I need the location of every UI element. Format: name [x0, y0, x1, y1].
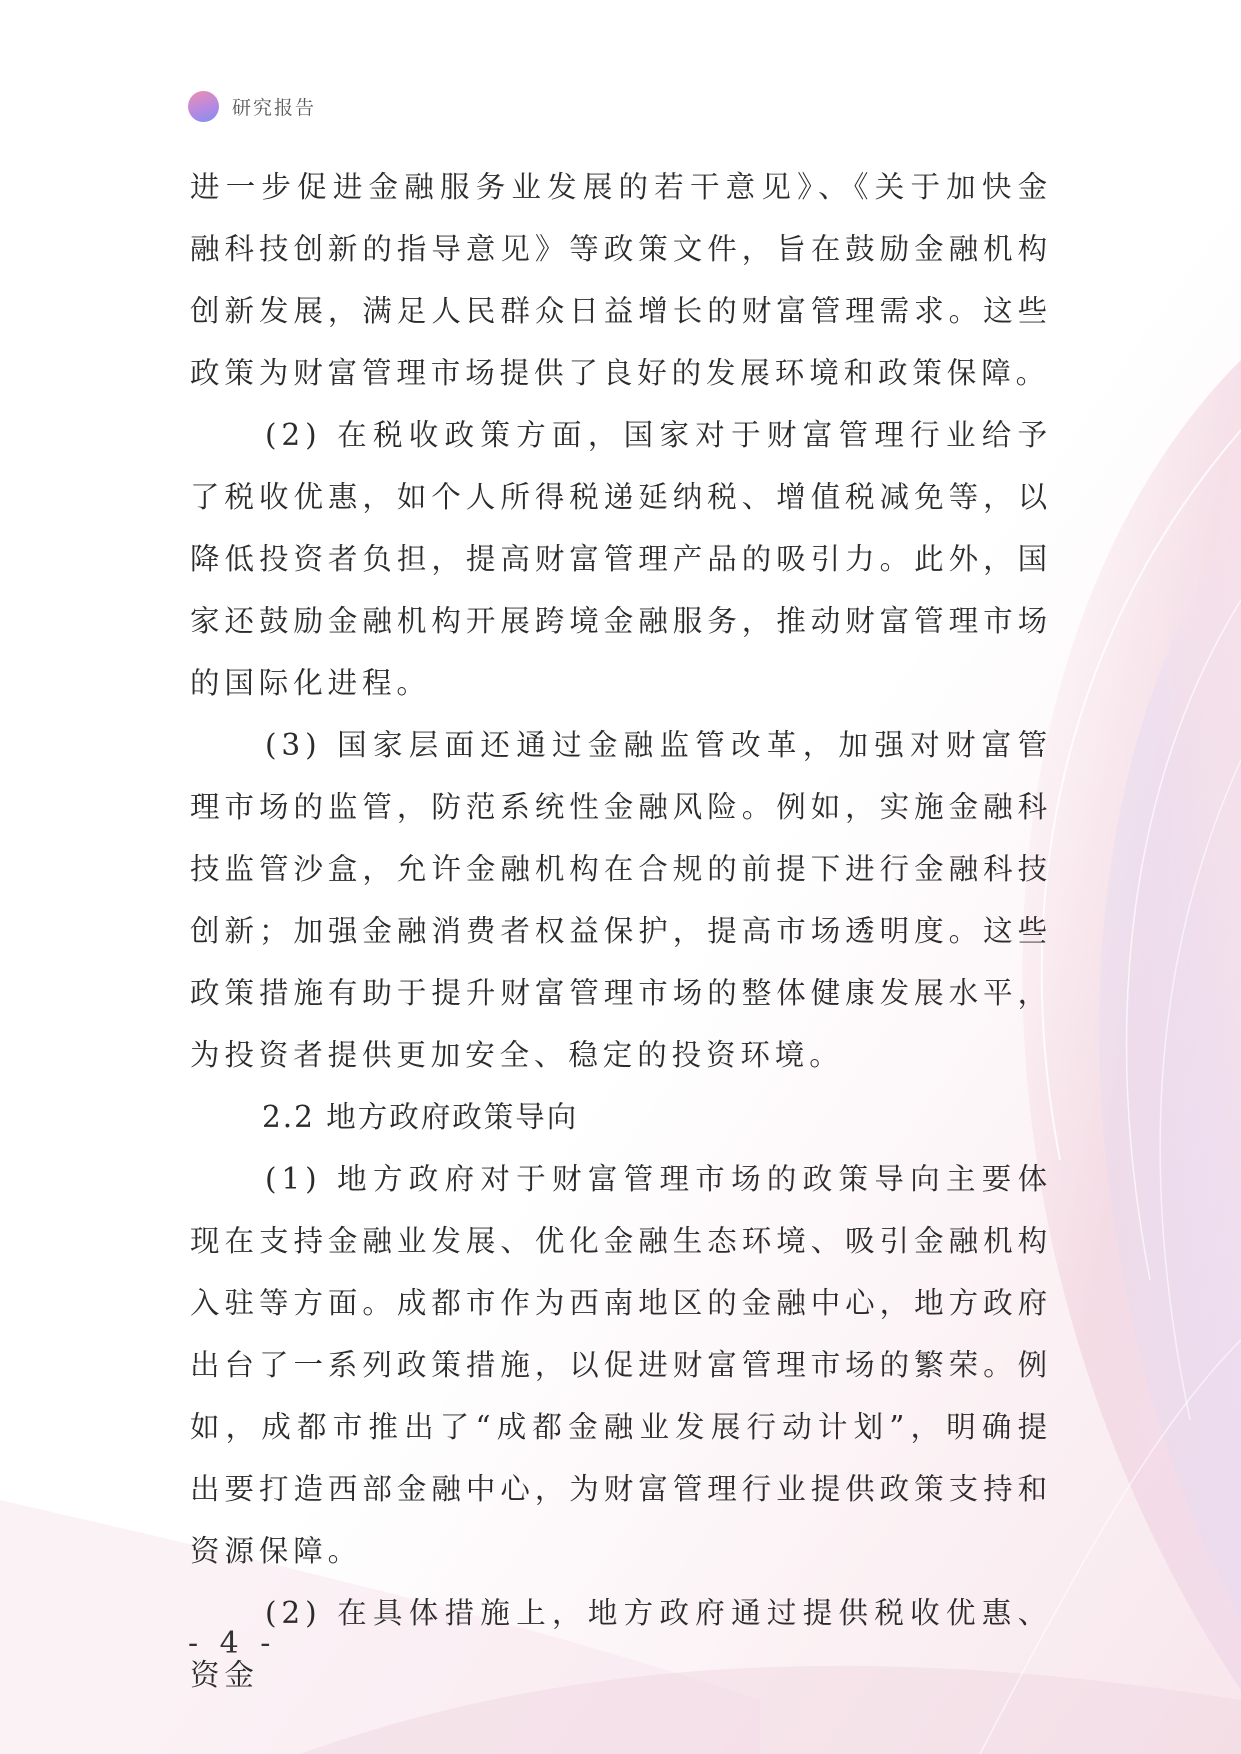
- section-heading: 2.2 地方政府政策导向: [262, 1100, 579, 1134]
- paragraph-tax-policy: (2) 在税收政策方面，国家对于财富管理行业给予了税收优惠，如个人所得税递延纳税、增值税减免等，以降低投资者负担，提高财富管理产品的吸引力。此外，国家还鼓励金融机构开展跨境金融服务，推动财富管理市场的国际化进程。: [190, 418, 1052, 700]
- paragraph-local-measures: (2) 在具体措施上，地方政府通过提供税收优惠、资金: [190, 1596, 1052, 1692]
- document-body: [190, 156, 1052, 1706]
- paragraph-continuation: 进一步促进金融服务业发展的若干意见》、《关于加快金融科技创新的指导意见》等政策文件，旨在鼓励金融机构创新发展，满足人民群众日益增长的财富管理需求。这些政策为财富管理市场提供了良好的发展环境和政策保障。: [190, 170, 1052, 390]
- paragraph-local-policy: (1) 地方政府对于财富管理市场的政策导向主要体现在支持金融业发展、优化金融生态环境、吸引金融机构入驻等方面。成都市作为西南地区的金融中心，地方政府出台了一系列政策措施，以促进财富管理市场的繁荣。例如，成都市推出了“成都金融业发展行动计划”，明确提出要打造西部金融中心，为财富管理行业提供政策支持和资源保障。: [190, 1162, 1052, 1568]
- report-header: [188, 89, 316, 123]
- paragraph-regulation: (3) 国家层面还通过金融监管改革，加强对财富管理市场的监管，防范系统性金融风险。例如，实施金融科技监管沙盒，允许金融机构在合规的前提下进行金融科技创新；加强金融消费者权益保护，提高市场透明度。这些政策措施有助于提升财富管理市场的整体健康发展水平，为投资者提供更加安全、稳定的投资环境。: [190, 728, 1052, 1072]
- page-number: - 4 -: [188, 1626, 277, 1661]
- header-label: 研究报告: [232, 96, 317, 119]
- logo-circle-icon: [188, 91, 219, 122]
